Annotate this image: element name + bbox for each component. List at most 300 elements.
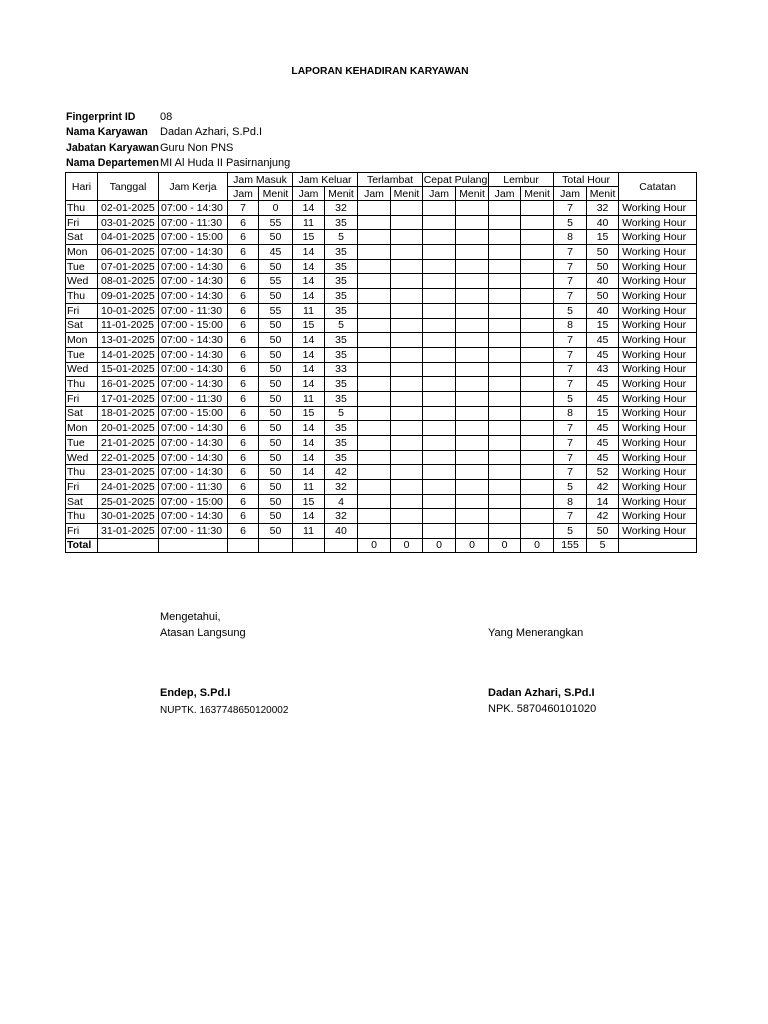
header-hari: Hari [66, 173, 98, 201]
cell-total-jam: 7 [554, 362, 587, 377]
cell-total-menit: 15 [587, 406, 619, 421]
header-jam-keluar-menit: Menit [325, 187, 358, 201]
cell-keluar-jam: 15 [293, 230, 325, 245]
cell-total-jam: 7 [554, 465, 587, 480]
cell-catatan: Working Hour [619, 215, 697, 230]
cell-masuk-jam: 6 [228, 347, 259, 362]
cell-total-menit: 43 [587, 362, 619, 377]
cell-catatan: Working Hour [619, 333, 697, 348]
cell-catatan: Working Hour [619, 318, 697, 333]
cell-lembur-jam [489, 274, 521, 289]
cell-tanggal: 20-01-2025 [98, 421, 159, 436]
cell-masuk-jam: 6 [228, 318, 259, 333]
cell-jam-kerja: 07:00 - 11:30 [159, 215, 228, 230]
cell-masuk-jam: 6 [228, 465, 259, 480]
cell-jam-kerja: 07:00 - 15:00 [159, 494, 228, 509]
cell-keluar-jam: 14 [293, 333, 325, 348]
cell-cepat-pulang-jam [423, 391, 456, 406]
cell-total-menit: 45 [587, 436, 619, 451]
total-row [66, 538, 697, 552]
jabatan-karyawan-label: Jabatan Karyawan [66, 141, 160, 154]
cell-total-menit: 15 [587, 230, 619, 245]
cell-masuk-menit: 50 [259, 450, 293, 465]
report-title: LAPORAN KEHADIRAN KARYAWAN [291, 66, 469, 77]
cell-keluar-menit: 35 [325, 259, 358, 274]
cell-cepat-pulang-jam [423, 494, 456, 509]
cell-jam-kerja: 07:00 - 14:30 [159, 347, 228, 362]
cell-jam-kerja: 07:00 - 14:30 [159, 259, 228, 274]
cell-cepat-pulang-menit [456, 318, 489, 333]
cell-lembur-jam [489, 450, 521, 465]
cell-cepat-pulang-jam [423, 465, 456, 480]
cell-hari: Tue [66, 347, 98, 362]
cell-masuk-menit: 45 [259, 245, 293, 260]
cell-terlambat-jam [358, 274, 391, 289]
cell-terlambat-menit [391, 391, 423, 406]
cell-lembur-jam [489, 465, 521, 480]
cell-lembur-jam [489, 333, 521, 348]
cell-keluar-jam [293, 538, 325, 552]
cell-catatan: Working Hour [619, 406, 697, 421]
cell-lembur-menit [521, 215, 554, 230]
cell-cepat-pulang-jam [423, 230, 456, 245]
table-row [66, 377, 697, 392]
cell-total-menit: 45 [587, 450, 619, 465]
cell-catatan: Working Hour [619, 480, 697, 495]
cell-cepat-pulang-menit: 0 [456, 538, 489, 552]
cell-hari: Thu [66, 289, 98, 304]
cell-lembur-menit [521, 333, 554, 348]
cell-cepat-pulang-menit [456, 274, 489, 289]
cell-terlambat-menit [391, 436, 423, 451]
cell-keluar-menit: 42 [325, 465, 358, 480]
table-row [66, 259, 697, 274]
cell-tanggal: 15-01-2025 [98, 362, 159, 377]
cell-lembur-menit [521, 377, 554, 392]
cell-total-jam: 7 [554, 450, 587, 465]
cell-tanggal: 09-01-2025 [98, 289, 159, 304]
cell-terlambat-jam [358, 318, 391, 333]
header-jam-masuk-menit: Menit [259, 187, 293, 201]
cell-cepat-pulang-jam [423, 259, 456, 274]
cell-jam-kerja [159, 538, 228, 552]
cell-tanggal: 24-01-2025 [98, 480, 159, 495]
cell-keluar-jam: 14 [293, 274, 325, 289]
cell-terlambat-menit [391, 406, 423, 421]
cell-terlambat-jam [358, 391, 391, 406]
cell-lembur-menit [521, 480, 554, 495]
employee-info [66, 110, 386, 171]
cell-lembur-jam [489, 406, 521, 421]
cell-hari: Wed [66, 362, 98, 377]
cell-catatan: Working Hour [619, 245, 697, 260]
cell-jam-kerja: 07:00 - 14:30 [159, 436, 228, 451]
cell-cepat-pulang-menit [456, 230, 489, 245]
cell-jam-kerja: 07:00 - 15:00 [159, 406, 228, 421]
cell-masuk-jam: 6 [228, 259, 259, 274]
cell-catatan: Working Hour [619, 436, 697, 451]
cell-lembur-menit [521, 259, 554, 274]
cell-cepat-pulang-menit [456, 465, 489, 480]
cell-cepat-pulang-menit [456, 201, 489, 216]
cell-total-jam: 7 [554, 274, 587, 289]
header-tanggal: Tanggal [98, 173, 159, 201]
cell-cepat-pulang-jam [423, 333, 456, 348]
cell-tanggal: 30-01-2025 [98, 509, 159, 524]
table-row [66, 391, 697, 406]
cell-masuk-menit: 50 [259, 406, 293, 421]
cell-terlambat-menit [391, 274, 423, 289]
cell-lembur-menit [521, 289, 554, 304]
cell-keluar-menit: 32 [325, 509, 358, 524]
table-row [66, 347, 697, 362]
cell-total-jam: 7 [554, 509, 587, 524]
cell-masuk-jam: 6 [228, 215, 259, 230]
cell-cepat-pulang-jam [423, 450, 456, 465]
cell-terlambat-jam [358, 436, 391, 451]
table-row [66, 421, 697, 436]
header-lembur-menit: Menit [521, 187, 554, 201]
cell-terlambat-menit [391, 333, 423, 348]
cell-keluar-jam: 14 [293, 450, 325, 465]
cell-jam-kerja: 07:00 - 14:30 [159, 509, 228, 524]
cell-lembur-jam [489, 289, 521, 304]
cell-hari: Thu [66, 201, 98, 216]
cell-total-jam: 7 [554, 245, 587, 260]
cell-keluar-menit: 5 [325, 230, 358, 245]
cell-masuk-menit: 50 [259, 465, 293, 480]
cell-total-jam: 5 [554, 480, 587, 495]
cell-hari: Total [66, 538, 98, 552]
cell-masuk-jam: 6 [228, 480, 259, 495]
cell-terlambat-jam [358, 406, 391, 421]
cell-hari: Mon [66, 245, 98, 260]
cell-keluar-menit [325, 538, 358, 552]
fingerprint-id-label: Fingerprint ID [66, 111, 136, 123]
nama-departemen-value: MI Al Huda II Pasirnanjung [160, 156, 291, 169]
cell-keluar-jam: 11 [293, 480, 325, 495]
cell-total-jam: 8 [554, 406, 587, 421]
cell-terlambat-menit [391, 303, 423, 318]
cell-hari: Sat [66, 494, 98, 509]
cell-keluar-menit: 35 [325, 245, 358, 260]
table-row [66, 362, 697, 377]
cell-masuk-menit: 50 [259, 391, 293, 406]
cell-keluar-menit: 35 [325, 421, 358, 436]
header-jam-keluar: Jam Keluar [293, 173, 358, 187]
cell-lembur-jam [489, 245, 521, 260]
cell-terlambat-jam [358, 333, 391, 348]
cell-masuk-menit [259, 538, 293, 552]
cell-keluar-jam: 15 [293, 494, 325, 509]
table-header [66, 173, 697, 201]
cell-keluar-menit: 5 [325, 406, 358, 421]
cell-tanggal: 25-01-2025 [98, 494, 159, 509]
cell-total-jam: 7 [554, 347, 587, 362]
cell-cepat-pulang-jam [423, 318, 456, 333]
cell-jam-kerja: 07:00 - 14:30 [159, 289, 228, 304]
cell-total-menit: 40 [587, 274, 619, 289]
cell-masuk-menit: 50 [259, 436, 293, 451]
table-row [66, 436, 697, 451]
cell-total-jam: 7 [554, 436, 587, 451]
cell-jam-kerja: 07:00 - 11:30 [159, 391, 228, 406]
cell-terlambat-menit [391, 494, 423, 509]
table-row [66, 201, 697, 216]
cell-terlambat-menit [391, 230, 423, 245]
cell-keluar-menit: 40 [325, 524, 358, 539]
header-total-hour-menit: Menit [587, 187, 619, 201]
cell-masuk-menit: 55 [259, 215, 293, 230]
cell-terlambat-jam [358, 230, 391, 245]
cell-hari: Tue [66, 436, 98, 451]
cell-hari: Wed [66, 450, 98, 465]
cell-cepat-pulang-jam [423, 201, 456, 216]
cell-total-menit: 42 [587, 480, 619, 495]
cell-catatan: Working Hour [619, 201, 697, 216]
cell-total-menit: 32 [587, 201, 619, 216]
header-cepat-pulang: Cepat Pulang [423, 173, 488, 186]
header-terlambat-jam: Jam [358, 187, 391, 201]
cell-tanggal: 13-01-2025 [98, 333, 159, 348]
cell-masuk-jam: 6 [228, 509, 259, 524]
cell-lembur-menit [521, 509, 554, 524]
cell-lembur-jam [489, 362, 521, 377]
cell-masuk-menit: 50 [259, 509, 293, 524]
cell-masuk-menit: 50 [259, 230, 293, 245]
signature-left-greeting: Mengetahui, [160, 611, 221, 623]
cell-tanggal: 08-01-2025 [98, 274, 159, 289]
cell-masuk-menit: 50 [259, 480, 293, 495]
cell-hari: Fri [66, 524, 98, 539]
cell-catatan: Working Hour [619, 450, 697, 465]
cell-keluar-menit: 35 [325, 303, 358, 318]
cell-terlambat-menit [391, 377, 423, 392]
cell-lembur-menit [521, 274, 554, 289]
info-row-jabatan-karyawan [66, 141, 386, 156]
cell-masuk-jam: 6 [228, 421, 259, 436]
cell-lembur-menit [521, 303, 554, 318]
cell-terlambat-jam [358, 259, 391, 274]
cell-keluar-menit: 35 [325, 215, 358, 230]
header-jam-masuk-jam: Jam [228, 187, 259, 201]
cell-lembur-jam [489, 259, 521, 274]
cell-total-menit: 45 [587, 347, 619, 362]
cell-cepat-pulang-jam [423, 303, 456, 318]
cell-masuk-menit: 0 [259, 201, 293, 216]
cell-terlambat-menit [391, 245, 423, 260]
nama-departemen-label: Nama Departemen [66, 156, 160, 169]
cell-lembur-jam [489, 524, 521, 539]
cell-lembur-menit [521, 436, 554, 451]
cell-catatan: Working Hour [619, 230, 697, 245]
cell-keluar-menit: 35 [325, 289, 358, 304]
cell-keluar-menit: 35 [325, 274, 358, 289]
cell-tanggal: 02-01-2025 [98, 201, 159, 216]
cell-terlambat-menit [391, 215, 423, 230]
info-row-fingerprint-id [66, 110, 386, 125]
cell-lembur-jam [489, 509, 521, 524]
cell-cepat-pulang-menit [456, 494, 489, 509]
cell-jam-kerja: 07:00 - 14:30 [159, 450, 228, 465]
cell-terlambat-menit [391, 524, 423, 539]
cell-keluar-jam: 14 [293, 509, 325, 524]
cell-cepat-pulang-menit [456, 377, 489, 392]
cell-total-jam: 7 [554, 259, 587, 274]
cell-jam-kerja: 07:00 - 15:00 [159, 230, 228, 245]
cell-masuk-menit: 50 [259, 362, 293, 377]
cell-cepat-pulang-menit [456, 391, 489, 406]
cell-keluar-menit: 35 [325, 347, 358, 362]
cell-masuk-menit: 50 [259, 524, 293, 539]
table-row [66, 215, 697, 230]
cell-keluar-jam: 15 [293, 406, 325, 421]
cell-keluar-jam: 15 [293, 318, 325, 333]
fingerprint-id-value: 08 [160, 111, 173, 123]
cell-keluar-jam: 14 [293, 201, 325, 216]
cell-hari: Sat [66, 318, 98, 333]
cell-keluar-jam: 11 [293, 215, 325, 230]
cell-keluar-menit: 32 [325, 480, 358, 495]
cell-hari: Fri [66, 480, 98, 495]
cell-lembur-menit [521, 421, 554, 436]
cell-catatan: Working Hour [619, 421, 697, 436]
cell-masuk-jam: 6 [228, 303, 259, 318]
table-row [66, 509, 697, 524]
cell-terlambat-jam [358, 362, 391, 377]
cell-cepat-pulang-menit [456, 509, 489, 524]
cell-total-menit: 52 [587, 465, 619, 480]
cell-total-menit: 40 [587, 303, 619, 318]
cell-cepat-pulang-menit [456, 436, 489, 451]
cell-lembur-jam [489, 201, 521, 216]
cell-masuk-jam: 7 [228, 201, 259, 216]
cell-cepat-pulang-menit [456, 450, 489, 465]
cell-terlambat-jam [358, 494, 391, 509]
cell-cepat-pulang-menit [456, 289, 489, 304]
cell-terlambat-jam [358, 377, 391, 392]
cell-terlambat-menit [391, 465, 423, 480]
cell-terlambat-jam [358, 215, 391, 230]
cell-cepat-pulang-menit [456, 362, 489, 377]
cell-hari: Tue [66, 259, 98, 274]
cell-terlambat-menit [391, 347, 423, 362]
cell-keluar-jam: 14 [293, 421, 325, 436]
signature-right-id: NPK. 5870460101020 [488, 703, 597, 715]
cell-terlambat-jam [358, 289, 391, 304]
cell-hari: Mon [66, 333, 98, 348]
cell-tanggal: 21-01-2025 [98, 436, 159, 451]
table-row [66, 465, 697, 480]
cell-jam-kerja: 07:00 - 14:30 [159, 421, 228, 436]
cell-terlambat-menit [391, 421, 423, 436]
cell-keluar-jam: 14 [293, 245, 325, 260]
header-lembur: Lembur [489, 173, 554, 187]
cell-masuk-jam: 6 [228, 450, 259, 465]
cell-lembur-jam [489, 347, 521, 362]
attendance-table [65, 172, 697, 553]
cell-total-menit: 50 [587, 259, 619, 274]
cell-cepat-pulang-menit [456, 524, 489, 539]
cell-jam-kerja: 07:00 - 14:30 [159, 465, 228, 480]
cell-total-jam: 155 [554, 538, 587, 552]
cell-jam-kerja: 07:00 - 14:30 [159, 201, 228, 216]
cell-terlambat-jam [358, 201, 391, 216]
table-row [66, 406, 697, 421]
cell-hari: Fri [66, 303, 98, 318]
cell-keluar-jam: 14 [293, 465, 325, 480]
cell-masuk-menit: 50 [259, 333, 293, 348]
cell-jam-kerja: 07:00 - 11:30 [159, 303, 228, 318]
cell-total-jam: 7 [554, 201, 587, 216]
header-lembur-jam: Jam [489, 187, 521, 201]
cell-lembur-menit [521, 318, 554, 333]
cell-total-jam: 8 [554, 230, 587, 245]
cell-terlambat-jam [358, 421, 391, 436]
cell-terlambat-menit: 0 [391, 538, 423, 552]
cell-total-menit: 45 [587, 377, 619, 392]
cell-cepat-pulang-menit [456, 406, 489, 421]
cell-keluar-menit: 35 [325, 391, 358, 406]
cell-lembur-jam: 0 [489, 538, 521, 552]
cell-terlambat-jam [358, 303, 391, 318]
signature-right-name: Dadan Azhari, S.Pd.I [488, 687, 595, 699]
cell-hari: Wed [66, 274, 98, 289]
cell-cepat-pulang-jam [423, 215, 456, 230]
cell-jam-kerja: 07:00 - 14:30 [159, 377, 228, 392]
cell-masuk-menit: 50 [259, 289, 293, 304]
cell-lembur-menit [521, 494, 554, 509]
header-row-groups [66, 173, 697, 187]
cell-lembur-menit [521, 362, 554, 377]
cell-catatan [619, 538, 697, 552]
cell-cepat-pulang-jam [423, 509, 456, 524]
cell-lembur-jam [489, 377, 521, 392]
cell-cepat-pulang-jam [423, 421, 456, 436]
cell-masuk-menit: 50 [259, 421, 293, 436]
attendance-body [66, 201, 697, 553]
cell-lembur-menit [521, 450, 554, 465]
cell-total-jam: 5 [554, 303, 587, 318]
cell-catatan: Working Hour [619, 259, 697, 274]
cell-terlambat-menit [391, 450, 423, 465]
cell-total-menit: 45 [587, 391, 619, 406]
cell-masuk-jam: 6 [228, 406, 259, 421]
cell-lembur-menit [521, 391, 554, 406]
cell-terlambat-jam [358, 347, 391, 362]
cell-keluar-jam: 14 [293, 347, 325, 362]
cell-total-menit: 45 [587, 333, 619, 348]
cell-lembur-jam [489, 391, 521, 406]
cell-masuk-jam: 6 [228, 333, 259, 348]
cell-masuk-jam: 6 [228, 362, 259, 377]
cell-terlambat-menit [391, 362, 423, 377]
header-total-hour: Total Hour [554, 173, 619, 187]
cell-total-jam: 7 [554, 421, 587, 436]
cell-total-menit: 42 [587, 509, 619, 524]
table-row [66, 303, 697, 318]
cell-masuk-jam: 6 [228, 230, 259, 245]
signature-left-name: Endep, S.Pd.I [160, 687, 231, 699]
cell-total-menit: 50 [587, 524, 619, 539]
cell-catatan: Working Hour [619, 524, 697, 539]
cell-jam-kerja: 07:00 - 14:30 [159, 362, 228, 377]
table-row [66, 494, 697, 509]
cell-jam-kerja: 07:00 - 11:30 [159, 480, 228, 495]
cell-tanggal: 07-01-2025 [98, 259, 159, 274]
cell-lembur-menit [521, 406, 554, 421]
cell-terlambat-jam [358, 450, 391, 465]
